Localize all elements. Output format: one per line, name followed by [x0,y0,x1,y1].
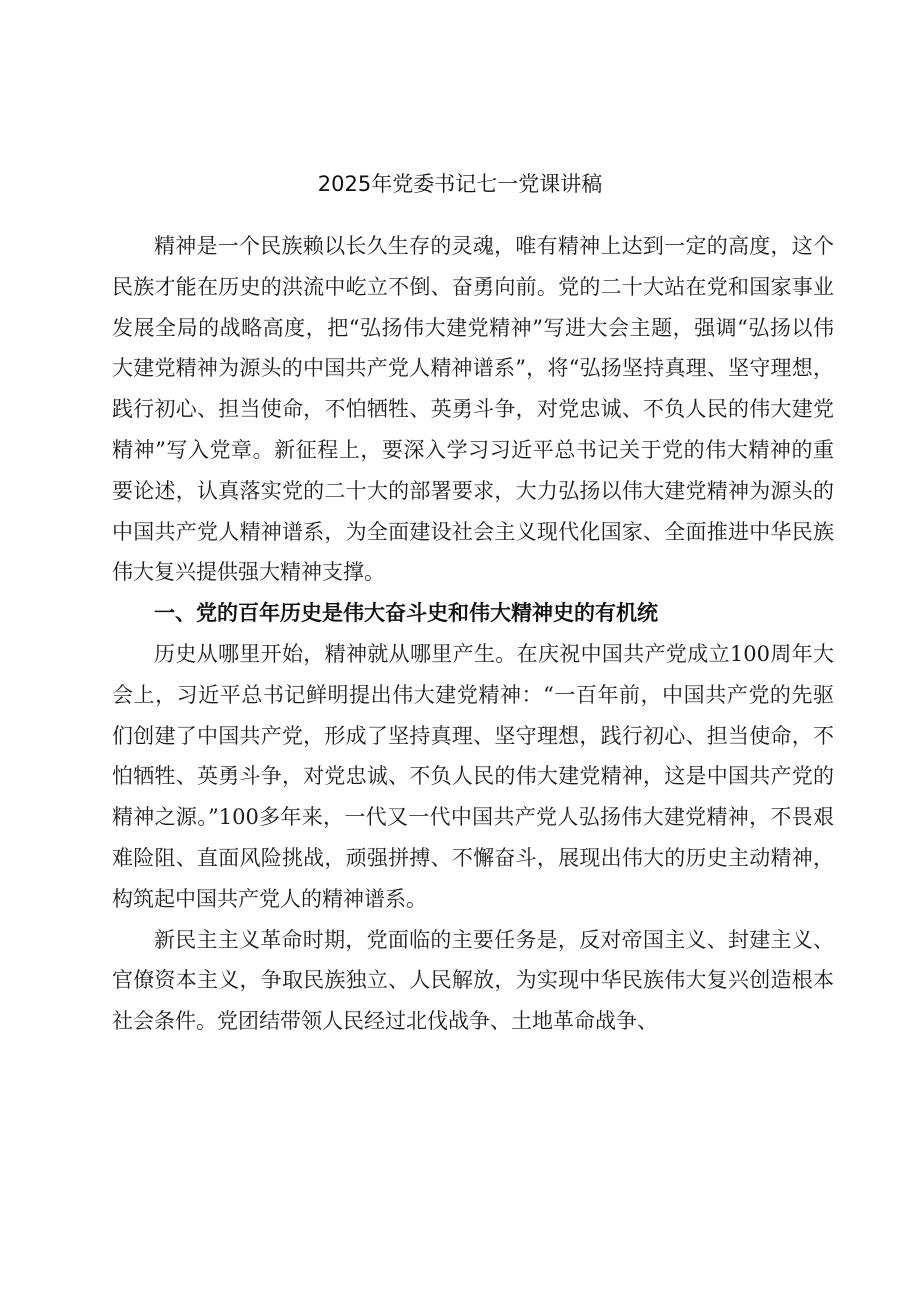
section-1-paragraph-1: 历史从哪里开始，精神就从哪里产生。在庆祝中国共产党成立100周年大会上，习近平总书记鲜明提出伟大建党精神：“一百年前，中国共产党的先驱们创建了中国共产党，形成了坚持真理、坚守理想，践行初心、担当使命，不怕牺牲、英勇斗争，对党忠诚、不负人民的伟大建党精神，这是中国共产党的精神之源。”100多年来，一代又一代中国共产党人弘扬伟大建党精神，不畏艰难险阻、直面风险挑战，顽强拼搏、不懈奋斗，展现出伟大的历史主动精神，构筑起中国共产党人的精神谱系。 [112,641,834,911]
document-title: 2025年党委书记七一党课讲稿 [317,172,603,196]
section-1-paragraph-2: 新民主主义革命时期，党面临的主要任务是，反对帝国主义、封建主义、官僚资本主义，争取民族独立、人民解放，为实现中华民族伟大复兴创造根本社会条件。党团结带领人民经过北伐战争、土地革命战争、 [112,927,834,1034]
intro-paragraph: 精神是一个民族赖以长久生存的灵魂，唯有精神上达到一定的高度，这个民族才能在历史的洪流中屹立不倒、奋勇向前。党的二十大站在党和国家事业发展全局的战略高度，把“弘扬伟大建党精神”写进大会主题，强调“弘扬以伟大建党精神为源头的中国共产党人精神谱系”，将“弘扬坚持真理、坚守理想，践行初心、担当使命，不怕牺牲、英勇斗争，对党忠诚、不负人民的伟大建党精神”写入党章。新征程上，要深入学习习近平总书记关于党的伟大精神的重要论述，认真落实党的二十大的部署要求，大力弘扬以伟大建党精神为源头的中国共产党人精神谱系，为全面建设社会主义现代化国家、全面推进中华民族伟大复兴提供强大精神支撑。 [112,234,834,585]
section-heading-1: 一、党的百年历史是伟大奋斗史和伟大精神史的有机统 [154,601,658,626]
document-body [112,226,834,1042]
